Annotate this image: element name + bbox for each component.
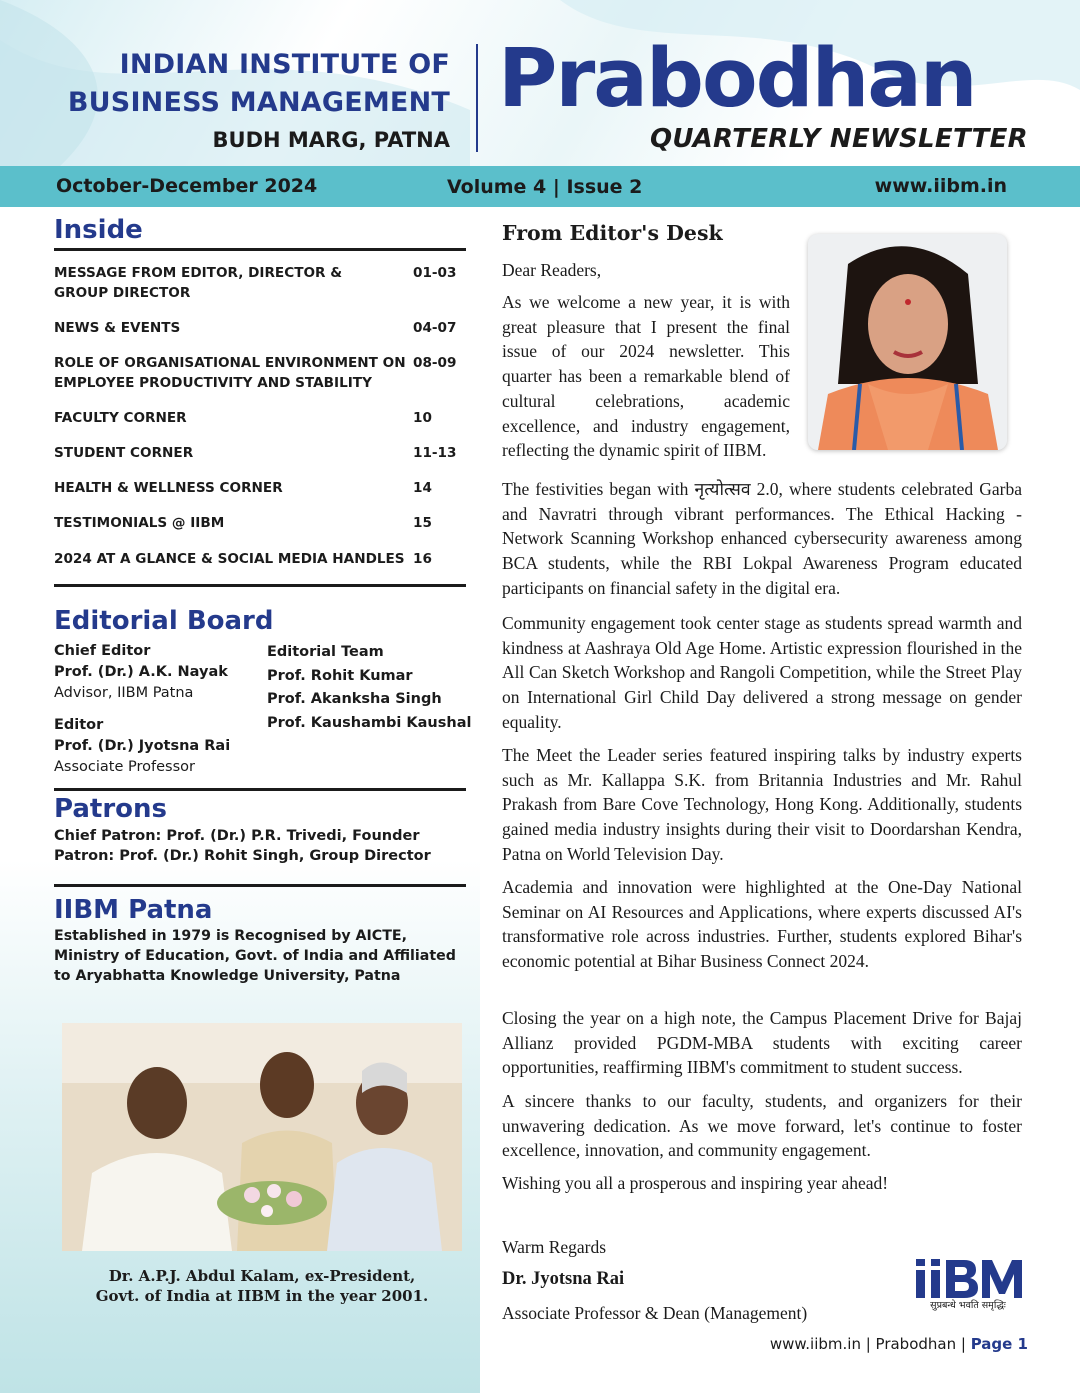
toc-item-pages: 08-09 — [413, 355, 457, 371]
caption-line2: Govt. of India at IIBM in the year 2001. — [95, 1287, 429, 1305]
header-divider — [476, 44, 478, 152]
team-member: Prof. Rohit Kumar — [267, 667, 413, 684]
team-member: Prof. Akanksha Singh — [267, 691, 442, 707]
signatory-designation: Associate Professor & Dean (Management) — [502, 1303, 808, 1323]
toc-item-pages: 10 — [413, 410, 432, 426]
toc-item-title: ROLE OF ORGANISATIONAL ENVIRONMENT ON — [54, 355, 406, 371]
inside-title: Inside — [54, 215, 143, 245]
issue-band — [0, 166, 1080, 207]
editor-name: Prof. (Dr.) Jyotsna Rai — [54, 738, 231, 754]
caption-line1: Dr. A.P.J. Abdul Kalam, ex-President, — [108, 1267, 416, 1285]
photo-caption — [62, 1266, 462, 1306]
iibm-description: Established in 1979 is Recognised by AICTE, Ministry of Education, Govt. of India and Affiliated to Aryabhatta Knowledge University, Patna — [54, 928, 456, 984]
editor-paragraph-8: Wishing you all a prosperous and inspiring year ahead! — [502, 1173, 889, 1193]
footer-site: www.iibm.in | Prabodhan | — [769, 1335, 971, 1353]
logo-tagline: सुप्रबन्धे भवति समृद्धिः — [930, 1300, 1006, 1311]
toc-item-title-cont: GROUP DIRECTOR — [54, 285, 191, 301]
iibm-logo-mark — [912, 1256, 1027, 1300]
editorial-team-label: Editorial Team — [267, 644, 384, 660]
page-footer — [770, 1335, 1028, 1353]
newsletter-title: Prabodhan — [498, 32, 976, 126]
editor-portrait — [808, 234, 1007, 450]
editor-paragraph-1: As we welcome a new year, it is with great pleasure that I present the final issue of our 2024 newsletter. This quarter has been a remarkable blend of cultural celebrations, academic excellence, and industry engagement, reflecting the dynamic spirit of IIBM. — [502, 292, 790, 461]
editor-paragraph-3: Community engagement took center stage as students spread warmth and kindness at Aashraya Old Age Home. Artistic expression flourished in the All Can Sketch Workshop and Rangoli Competition, while the Street Play on International Girl Child Day delivered a strong message on gender equality. — [502, 613, 1022, 732]
newsletter-subtitle: QUARTERLY NEWSLETTER — [649, 124, 1028, 154]
patrons-bottom-rule — [54, 884, 466, 887]
editor-label: Editor — [54, 717, 104, 733]
chief-editor-label: Chief Editor — [54, 643, 151, 659]
toc-bottom-rule — [54, 584, 466, 587]
issue-date: October-December 2024 — [56, 175, 318, 197]
toc-item-pages: 15 — [413, 515, 432, 531]
editor-role: Associate Professor — [54, 759, 195, 775]
editorial-board-title: Editorial Board — [54, 606, 274, 636]
patron: Patron: Prof. (Dr.) Rohit Singh, Group Director — [54, 848, 431, 864]
toc-item-title: 2024 AT A GLANCE & SOCIAL MEDIA HANDLES — [54, 551, 405, 567]
chief-editor-name: Prof. (Dr.) A.K. Nayak — [54, 664, 228, 680]
editor-desk-title: From Editor's Desk — [502, 221, 723, 245]
inside-rule — [54, 248, 466, 251]
toc-item-pages: 14 — [413, 480, 432, 496]
toc-item-pages: 11-13 — [413, 445, 457, 461]
editor-block — [54, 715, 230, 778]
patrons-title: Patrons — [54, 794, 168, 824]
kalam-visit-photo — [62, 1023, 462, 1251]
toc-item-title: TESTIMONIALS @ IIBM — [54, 515, 225, 531]
institute-line2: BUSINESS MANAGEMENT — [67, 87, 450, 118]
iibm-logo — [912, 1256, 1027, 1311]
editor-paragraph-2: The festivities began with नृत्योत्सव 2.0, where students celebrated Garba and Navratri through vibrant performances. The Ethical Hacking - Network Scanning Workshop enhanced cybersecurity awareness among BCA students, while the RBI Lokpal Awareness Program educated participants on financial safety in the digital era. — [502, 479, 1022, 598]
toc-item-title: MESSAGE FROM EDITOR, DIRECTOR & — [54, 265, 343, 281]
team-member: Prof. Kaushambi Kaushal — [267, 714, 472, 731]
toc-item-pages: 01-03 — [413, 265, 457, 281]
toc-item-title-cont: EMPLOYEE PRODUCTIVITY AND STABILITY — [54, 375, 372, 391]
institute-name — [68, 46, 450, 158]
website-link[interactable]: www.iibm.in — [874, 175, 1007, 197]
signatory-name: Dr. Jyotsna Rai — [502, 1269, 625, 1289]
institute-address: BUDH MARG, PATNA — [212, 128, 450, 152]
editor-paragraph-7: A sincere thanks to our faculty, students, and organizers for their unwavering dedication. As we move forward, let's continue to foster excellence, innovation, and community engagement. — [502, 1091, 1022, 1161]
iibm-patna-title: IIBM Patna — [54, 895, 213, 925]
sign-off: Warm Regards — [502, 1237, 607, 1257]
editorial-bottom-rule — [54, 788, 466, 791]
editorial-team-block — [267, 641, 471, 735]
editor-paragraph-5: Academia and innovation were highlighted at the One-Day National Seminar on AI Resources and Applications, where experts discussed AI's transformative role across industries. Further, students explored Bihar's economic potential at Bihar Business Connect 2024. — [502, 877, 1022, 972]
toc-item-pages: 16 — [413, 551, 432, 567]
institute-line1: INDIAN INSTITUTE OF — [119, 49, 450, 80]
issue-volume: Volume 4 | Issue 2 — [447, 176, 643, 198]
chief-patron: Chief Patron: Prof. (Dr.) P.R. Trivedi, Founder — [54, 828, 420, 844]
salutation: Dear Readers, — [502, 260, 602, 280]
editor-paragraph-4: The Meet the Leader series featured inspiring talks by industry experts such as Mr. Kallappa S.K. from Britannia Industries and Mr. Rahul Prakash from Bare Cove Technology, Hong Kong. Additionally, students gained media industry insights during their visit to Doordarshan Kendra, Patna on World Television Day. — [502, 745, 1022, 864]
toc-item-pages: 04-07 — [413, 320, 457, 336]
chief-editor-role: Advisor, IIBM Patna — [54, 685, 194, 701]
masthead — [0, 0, 1080, 166]
toc-item-title: HEALTH & WELLNESS CORNER — [54, 480, 283, 496]
toc-item-title: FACULTY CORNER — [54, 410, 187, 426]
page-number: Page 1 — [970, 1335, 1028, 1353]
patrons-block — [54, 826, 431, 866]
chief-editor-block — [54, 641, 228, 704]
toc-item-title: NEWS & EVENTS — [54, 320, 181, 336]
editor-paragraph-6: Closing the year on a high note, the Campus Placement Drive for Bajaj Allianz provided PGDM-MBA students with exciting career opportunities, reaffirming IIBM's commitment to student success. — [502, 1008, 1022, 1078]
toc-item-title: STUDENT CORNER — [54, 445, 194, 461]
